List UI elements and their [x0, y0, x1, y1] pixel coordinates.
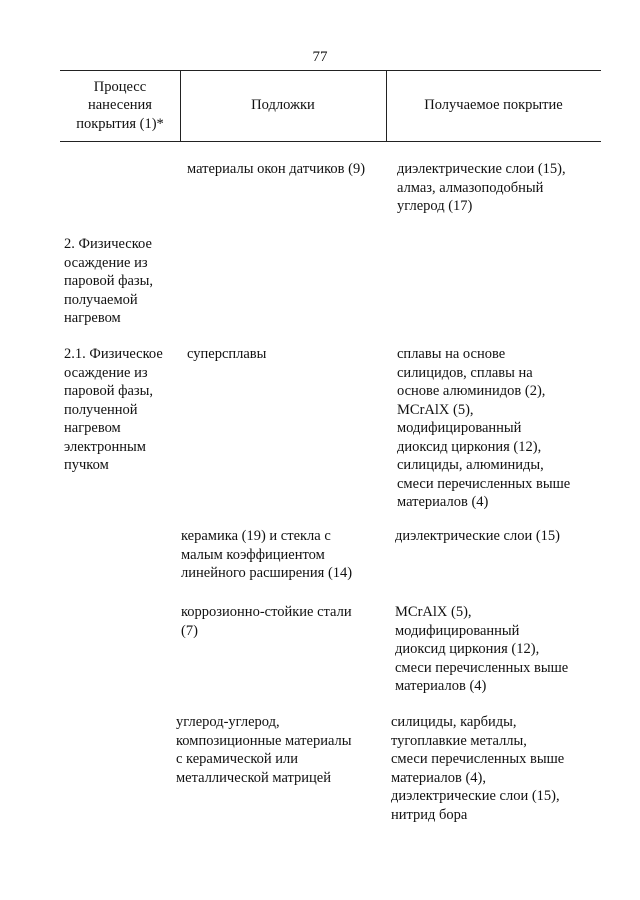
coating-line: материалов (4): [397, 494, 489, 510]
coating-line: смеси перечисленных выше: [391, 751, 565, 767]
substrate-line: металлической матрицей: [176, 769, 332, 786]
coating-line: сплавы на основе: [397, 346, 506, 362]
substrate-line: композиционные материалы: [176, 732, 352, 749]
process-line: осаждение из: [64, 254, 148, 271]
substrate-cell: [187, 160, 365, 179]
coating-line: силицидов, сплавы на: [397, 364, 533, 381]
coating-line: материалов (4): [395, 678, 487, 694]
table-header-rule: [60, 141, 601, 142]
coating-line: диэлектрические слои (15): [395, 528, 561, 544]
substrate-line: суперсплавы: [187, 346, 267, 362]
header-process: [60, 70, 180, 141]
substrate-line: с керамической или: [176, 751, 299, 767]
coating-line: смеси перечисленных выше: [397, 475, 571, 492]
coating-cell: [395, 603, 568, 696]
process-line: 2. Физическое: [64, 236, 152, 252]
coating-line: силициды, карбиды,: [391, 714, 517, 730]
process-line: нагревом: [64, 310, 121, 326]
substrate-line: коррозионно-стойкие стали: [181, 604, 352, 620]
process-line: полученной: [64, 401, 138, 418]
header-coating: Получаемое покрытие: [424, 97, 563, 114]
header-process-line: нанесения: [87, 97, 152, 114]
coating-line: углерод (17): [397, 198, 473, 214]
coating-line: модифицированный: [395, 622, 520, 639]
process-line: осаждение из: [64, 364, 148, 381]
substrate-cell: [176, 713, 352, 787]
coating-line: диэлектрические слои (15),: [397, 161, 566, 177]
header-substrates: Подложки: [251, 97, 315, 114]
substrate-line: углерод-углерод,: [176, 714, 280, 730]
process-line: паровой фазы,: [64, 273, 154, 289]
header-process-line: покрытия (1)*: [76, 115, 164, 132]
process-line: получаемой: [64, 291, 138, 308]
coating-line: смеси перечисленных выше: [395, 659, 569, 676]
process-line: 2.1. Физическое: [64, 346, 163, 362]
process-line: электронным: [64, 438, 146, 455]
page-number: 77: [312, 49, 328, 65]
substrate-line: керамика (19) и стекла с: [181, 528, 331, 544]
substrate-line: малым коэффициентом: [181, 546, 325, 563]
coating-cell: [391, 713, 564, 824]
coating-line: алмаз, алмазоподобный: [397, 179, 544, 196]
substrate-cell: [181, 527, 352, 583]
substrate-cell: [181, 603, 352, 640]
coating-cell: [397, 160, 566, 216]
coating-line: силициды, алюминиды,: [397, 457, 544, 473]
coating-line: модифицированный: [397, 420, 522, 436]
process-cell: [64, 345, 163, 475]
coating-line: диоксид циркония (12),: [395, 641, 540, 657]
coating-line: диэлектрические слои (15),: [391, 788, 560, 804]
coating-line: MCrAlX (5),: [397, 401, 474, 418]
coating-line: диоксид циркония (12),: [397, 438, 542, 455]
coating-line: нитрид бора: [391, 806, 468, 823]
coating-line: материалов (4),: [391, 769, 486, 786]
coating-cell: [397, 345, 570, 512]
header-process-line: Процесс: [93, 78, 147, 95]
substrate-cell: [187, 345, 266, 364]
coating-cell: [395, 527, 560, 546]
process-cell: [64, 235, 153, 328]
coating-line: основе алюминидов (2),: [397, 383, 546, 399]
coating-line: тугоплавкие металлы,: [391, 732, 527, 749]
coating-line: MCrAlX (5),: [395, 604, 472, 620]
substrate-line: материалы окон датчиков (9): [187, 161, 366, 177]
substrate-line: (7): [181, 622, 198, 639]
process-line: нагревом: [64, 420, 121, 436]
process-line: паровой фазы,: [64, 383, 154, 399]
process-line: пучком: [64, 457, 109, 473]
substrate-line: линейного расширения (14): [181, 565, 353, 581]
